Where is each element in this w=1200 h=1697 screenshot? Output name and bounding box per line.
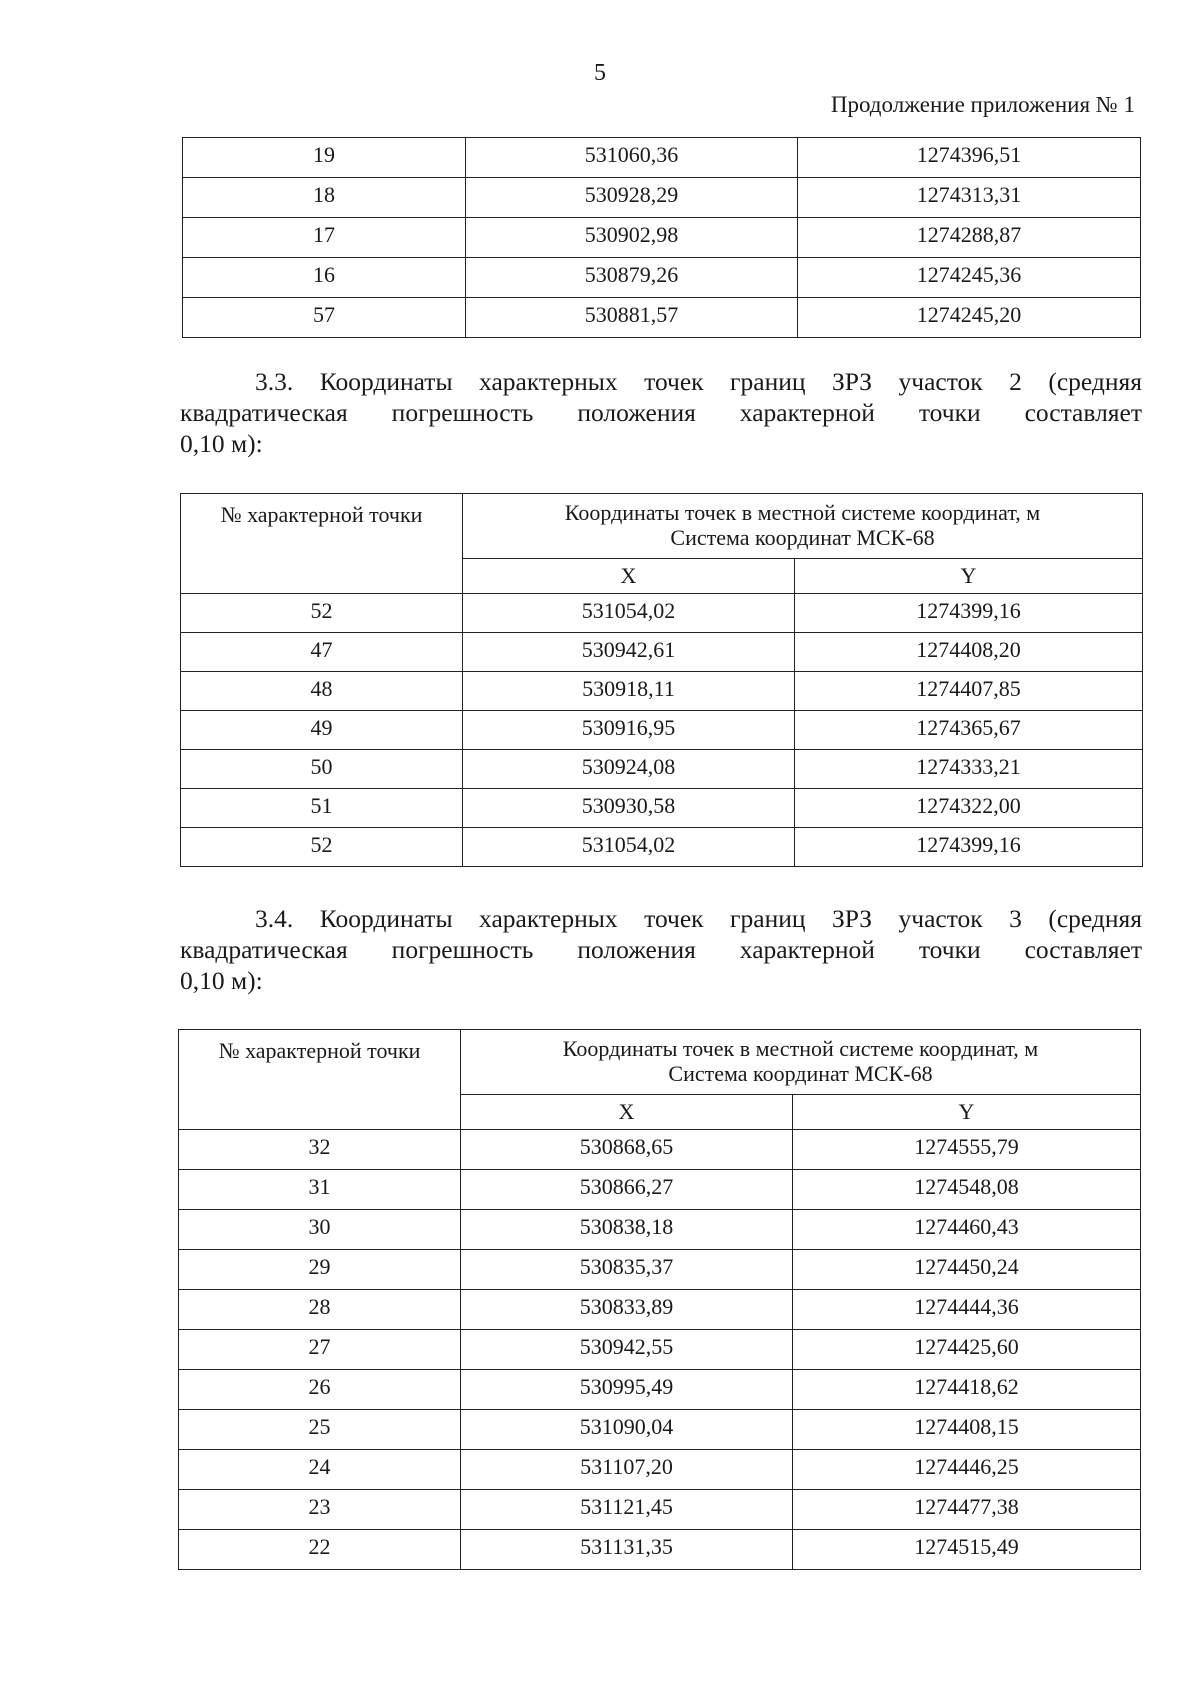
point-number-cell: 26: [179, 1370, 461, 1410]
coordinates-table-zrz-3: [178, 1029, 1141, 1570]
y-coordinate-cell: 1274288,87: [798, 218, 1141, 258]
x-coordinate-cell: 530835,37: [461, 1250, 793, 1290]
y-coordinate-cell: 1274333,21: [795, 750, 1143, 789]
table-row: [181, 750, 1143, 789]
y-coordinate-cell: 1274548,08: [793, 1170, 1141, 1210]
y-coordinate-cell: 1274460,43: [793, 1210, 1141, 1250]
point-number-cell: 27: [179, 1330, 461, 1370]
point-number-cell: 48: [181, 672, 463, 711]
x-column-header: X: [461, 1095, 793, 1130]
table-row: [179, 1450, 1141, 1490]
y-coordinate-cell: 1274408,15: [793, 1410, 1141, 1450]
x-coordinate-cell: 530942,61: [463, 633, 795, 672]
y-coordinate-cell: 1274396,51: [798, 138, 1141, 178]
y-coordinate-cell: 1274313,31: [798, 178, 1141, 218]
point-number-cell: 25: [179, 1410, 461, 1450]
x-coordinate-cell: 530868,65: [461, 1130, 793, 1170]
y-coordinate-cell: 1274555,79: [793, 1130, 1141, 1170]
point-number-cell: 18: [183, 178, 466, 218]
point-number-header: № характерной точки: [179, 1030, 461, 1130]
table-row: [183, 138, 1141, 178]
y-coordinate-cell: 1274245,20: [798, 298, 1141, 338]
table-row: [179, 1490, 1141, 1530]
point-number-cell: 52: [181, 828, 463, 867]
x-coordinate-cell: 530928,29: [466, 178, 798, 218]
table-row: [179, 1170, 1141, 1210]
table-row: [181, 711, 1143, 750]
table-row: [183, 298, 1141, 338]
appendix-continuation-label: Продолжение приложения № 1: [830, 92, 1135, 117]
y-coordinate-cell: 1274446,25: [793, 1450, 1141, 1490]
y-coordinate-cell: 1274245,36: [798, 258, 1141, 298]
x-coordinate-cell: 531131,35: [461, 1530, 793, 1570]
y-coordinate-cell: 1274322,00: [795, 789, 1143, 828]
y-column-header: Y: [795, 559, 1143, 594]
section-3-3-line-1: 3.3. Координаты характерных точек границ ЗРЗ участок 2 (средняя: [255, 367, 1142, 396]
y-coordinate-cell: 1274450,24: [793, 1250, 1141, 1290]
point-number-cell: 32: [179, 1130, 461, 1170]
point-number-cell: 50: [181, 750, 463, 789]
x-coordinate-cell: 531107,20: [461, 1450, 793, 1490]
coordinates-table-zrz-2: [180, 493, 1143, 867]
table-row: [179, 1530, 1141, 1570]
point-number-cell: 28: [179, 1290, 461, 1330]
x-coordinate-cell: 531054,02: [463, 828, 795, 867]
y-coordinate-cell: 1274399,16: [795, 594, 1143, 633]
table-row: [183, 178, 1141, 218]
y-coordinate-cell: 1274515,49: [793, 1530, 1141, 1570]
x-coordinate-cell: 530924,08: [463, 750, 795, 789]
y-coordinate-cell: 1274365,67: [795, 711, 1143, 750]
table-row: [183, 218, 1141, 258]
section-3-3-line-2: квадратическая погрешность положения характерной точки составляет: [180, 398, 1142, 427]
section-3-4-line-2: квадратическая погрешность положения характерной точки составляет: [180, 935, 1142, 964]
x-coordinate-cell: 531090,04: [461, 1410, 793, 1450]
point-number-cell: 17: [183, 218, 466, 258]
table-row: [181, 594, 1143, 633]
y-coordinate-cell: 1274444,36: [793, 1290, 1141, 1330]
x-coordinate-cell: 530833,89: [461, 1290, 793, 1330]
section-3-4-paragraph: [180, 903, 1142, 996]
point-number-cell: 19: [183, 138, 466, 178]
x-coordinate-cell: 530902,98: [466, 218, 798, 258]
section-3-4-line-3: 0,10 м):: [180, 966, 263, 995]
page-number: 5: [594, 60, 606, 86]
y-coordinate-cell: 1274418,62: [793, 1370, 1141, 1410]
y-coordinate-cell: 1274408,20: [795, 633, 1143, 672]
coordinates-header: [461, 1030, 1141, 1095]
x-column-header: X: [463, 559, 795, 594]
table-row: [179, 1410, 1141, 1450]
point-number-cell: 24: [179, 1450, 461, 1490]
coordinates-header-line-1: Координаты точек в местной системе координат, м: [564, 500, 1041, 525]
section-3-4-line-1: 3.4. Координаты характерных точек границ ЗРЗ участок 3 (средняя: [255, 904, 1142, 933]
y-coordinate-cell: 1274399,16: [795, 828, 1143, 867]
x-coordinate-cell: 531054,02: [463, 594, 795, 633]
table-row: [179, 1130, 1141, 1170]
coordinates-header-line-2: Система координат МСК-68: [670, 525, 935, 551]
point-number-cell: 23: [179, 1490, 461, 1530]
table-row: [179, 1370, 1141, 1410]
y-coordinate-cell: 1274477,38: [793, 1490, 1141, 1530]
x-coordinate-cell: 530838,18: [461, 1210, 793, 1250]
x-coordinate-cell: 530918,11: [463, 672, 795, 711]
x-coordinate-cell: 530916,95: [463, 711, 795, 750]
table-header-row: [179, 1030, 1141, 1095]
x-coordinate-cell: 530866,27: [461, 1170, 793, 1210]
table-header-row: [181, 494, 1143, 559]
x-coordinate-cell: 531060,36: [466, 138, 798, 178]
point-number-cell: 57: [183, 298, 466, 338]
x-coordinate-cell: 530879,26: [466, 258, 798, 298]
section-3-3-paragraph: [180, 366, 1142, 459]
coordinates-header-line-2: Система координат МСК-68: [668, 1061, 933, 1087]
point-number-cell: 52: [181, 594, 463, 633]
table-row: [179, 1330, 1141, 1370]
section-3-3-line-3: 0,10 м):: [180, 429, 263, 458]
x-coordinate-cell: 530881,57: [466, 298, 798, 338]
point-number-header: № характерной точки: [181, 494, 463, 594]
table-row: [181, 828, 1143, 867]
table-row: [183, 258, 1141, 298]
table-row: [181, 789, 1143, 828]
x-coordinate-cell: 531121,45: [461, 1490, 793, 1530]
table-row: [179, 1250, 1141, 1290]
x-coordinate-cell: 530942,55: [461, 1330, 793, 1370]
point-number-cell: 51: [181, 789, 463, 828]
coordinates-header: [463, 494, 1143, 559]
point-number-cell: 22: [179, 1530, 461, 1570]
point-number-cell: 30: [179, 1210, 461, 1250]
table-row: [181, 672, 1143, 711]
point-number-cell: 47: [181, 633, 463, 672]
y-coordinate-cell: 1274407,85: [795, 672, 1143, 711]
x-coordinate-cell: 530995,49: [461, 1370, 793, 1410]
coordinates-header-line-1: Координаты точек в местной системе координат, м: [562, 1036, 1039, 1061]
point-number-cell: 31: [179, 1170, 461, 1210]
point-number-cell: 29: [179, 1250, 461, 1290]
y-coordinate-cell: 1274425,60: [793, 1330, 1141, 1370]
table-row: [181, 633, 1143, 672]
coordinates-table-continuation: [182, 137, 1141, 338]
point-number-cell: 49: [181, 711, 463, 750]
y-column-header: Y: [793, 1095, 1141, 1130]
table-row: [179, 1210, 1141, 1250]
point-number-cell: 16: [183, 258, 466, 298]
x-coordinate-cell: 530930,58: [463, 789, 795, 828]
table-row: [179, 1290, 1141, 1330]
